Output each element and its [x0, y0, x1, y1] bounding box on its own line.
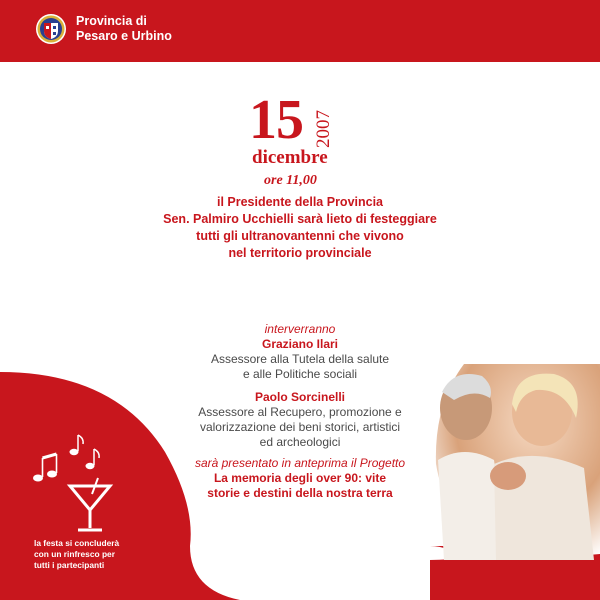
announcement-line: il Presidente della Provincia	[216, 195, 384, 209]
announcement-line: Sen. Palmiro Ucchielli sarà lieto di festeggiare	[163, 212, 437, 226]
event-day: 15	[249, 89, 303, 151]
event-time: ore 11,00	[264, 173, 317, 188]
speaker-role: e alle Politiche sociali	[242, 367, 358, 381]
speaker-role: Assessore al Recupero, promozione e	[198, 405, 402, 419]
organization-name-line1: Provincia di	[76, 14, 147, 28]
party-note-line: con un rinfresco per	[34, 549, 115, 559]
elderly-couple-photo	[424, 364, 600, 560]
party-note	[34, 538, 144, 571]
speakers-heading: interverranno	[264, 322, 336, 336]
event-year: 2007	[313, 110, 334, 148]
event-month: dicembre	[252, 147, 328, 168]
speaker-role: valorizzazione dei beni storici, artistici	[199, 420, 401, 434]
announcement-line: nel territorio provinciale	[228, 246, 372, 260]
party-note-line: la festa si concluderà	[34, 538, 120, 548]
speaker-role: Assessore alla Tutela della salute	[210, 352, 390, 366]
cocktail-glass-icon	[70, 478, 110, 530]
speakers-section	[180, 322, 420, 501]
speaker-role: ed archeologici	[259, 435, 341, 449]
party-note-line: tutti i partecipanti	[34, 560, 105, 570]
project-title-line: La memoria degli over 90: vite	[213, 471, 387, 485]
event-announcement	[140, 194, 460, 262]
project-title-line: storie e destini della nostra terra	[207, 486, 393, 500]
project-intro: sarà presentato in anteprima il Progetto	[194, 456, 406, 470]
announcement-line: tutti gli ultranovantenni che vivono	[196, 229, 404, 243]
party-icons	[28, 432, 148, 536]
speaker-name: Paolo Sorcinelli	[254, 390, 346, 404]
organization-name-line2: Pesaro e Urbino	[76, 29, 172, 43]
speaker-name: Graziano Ilari	[261, 337, 339, 351]
music-notes-icon	[33, 435, 99, 482]
